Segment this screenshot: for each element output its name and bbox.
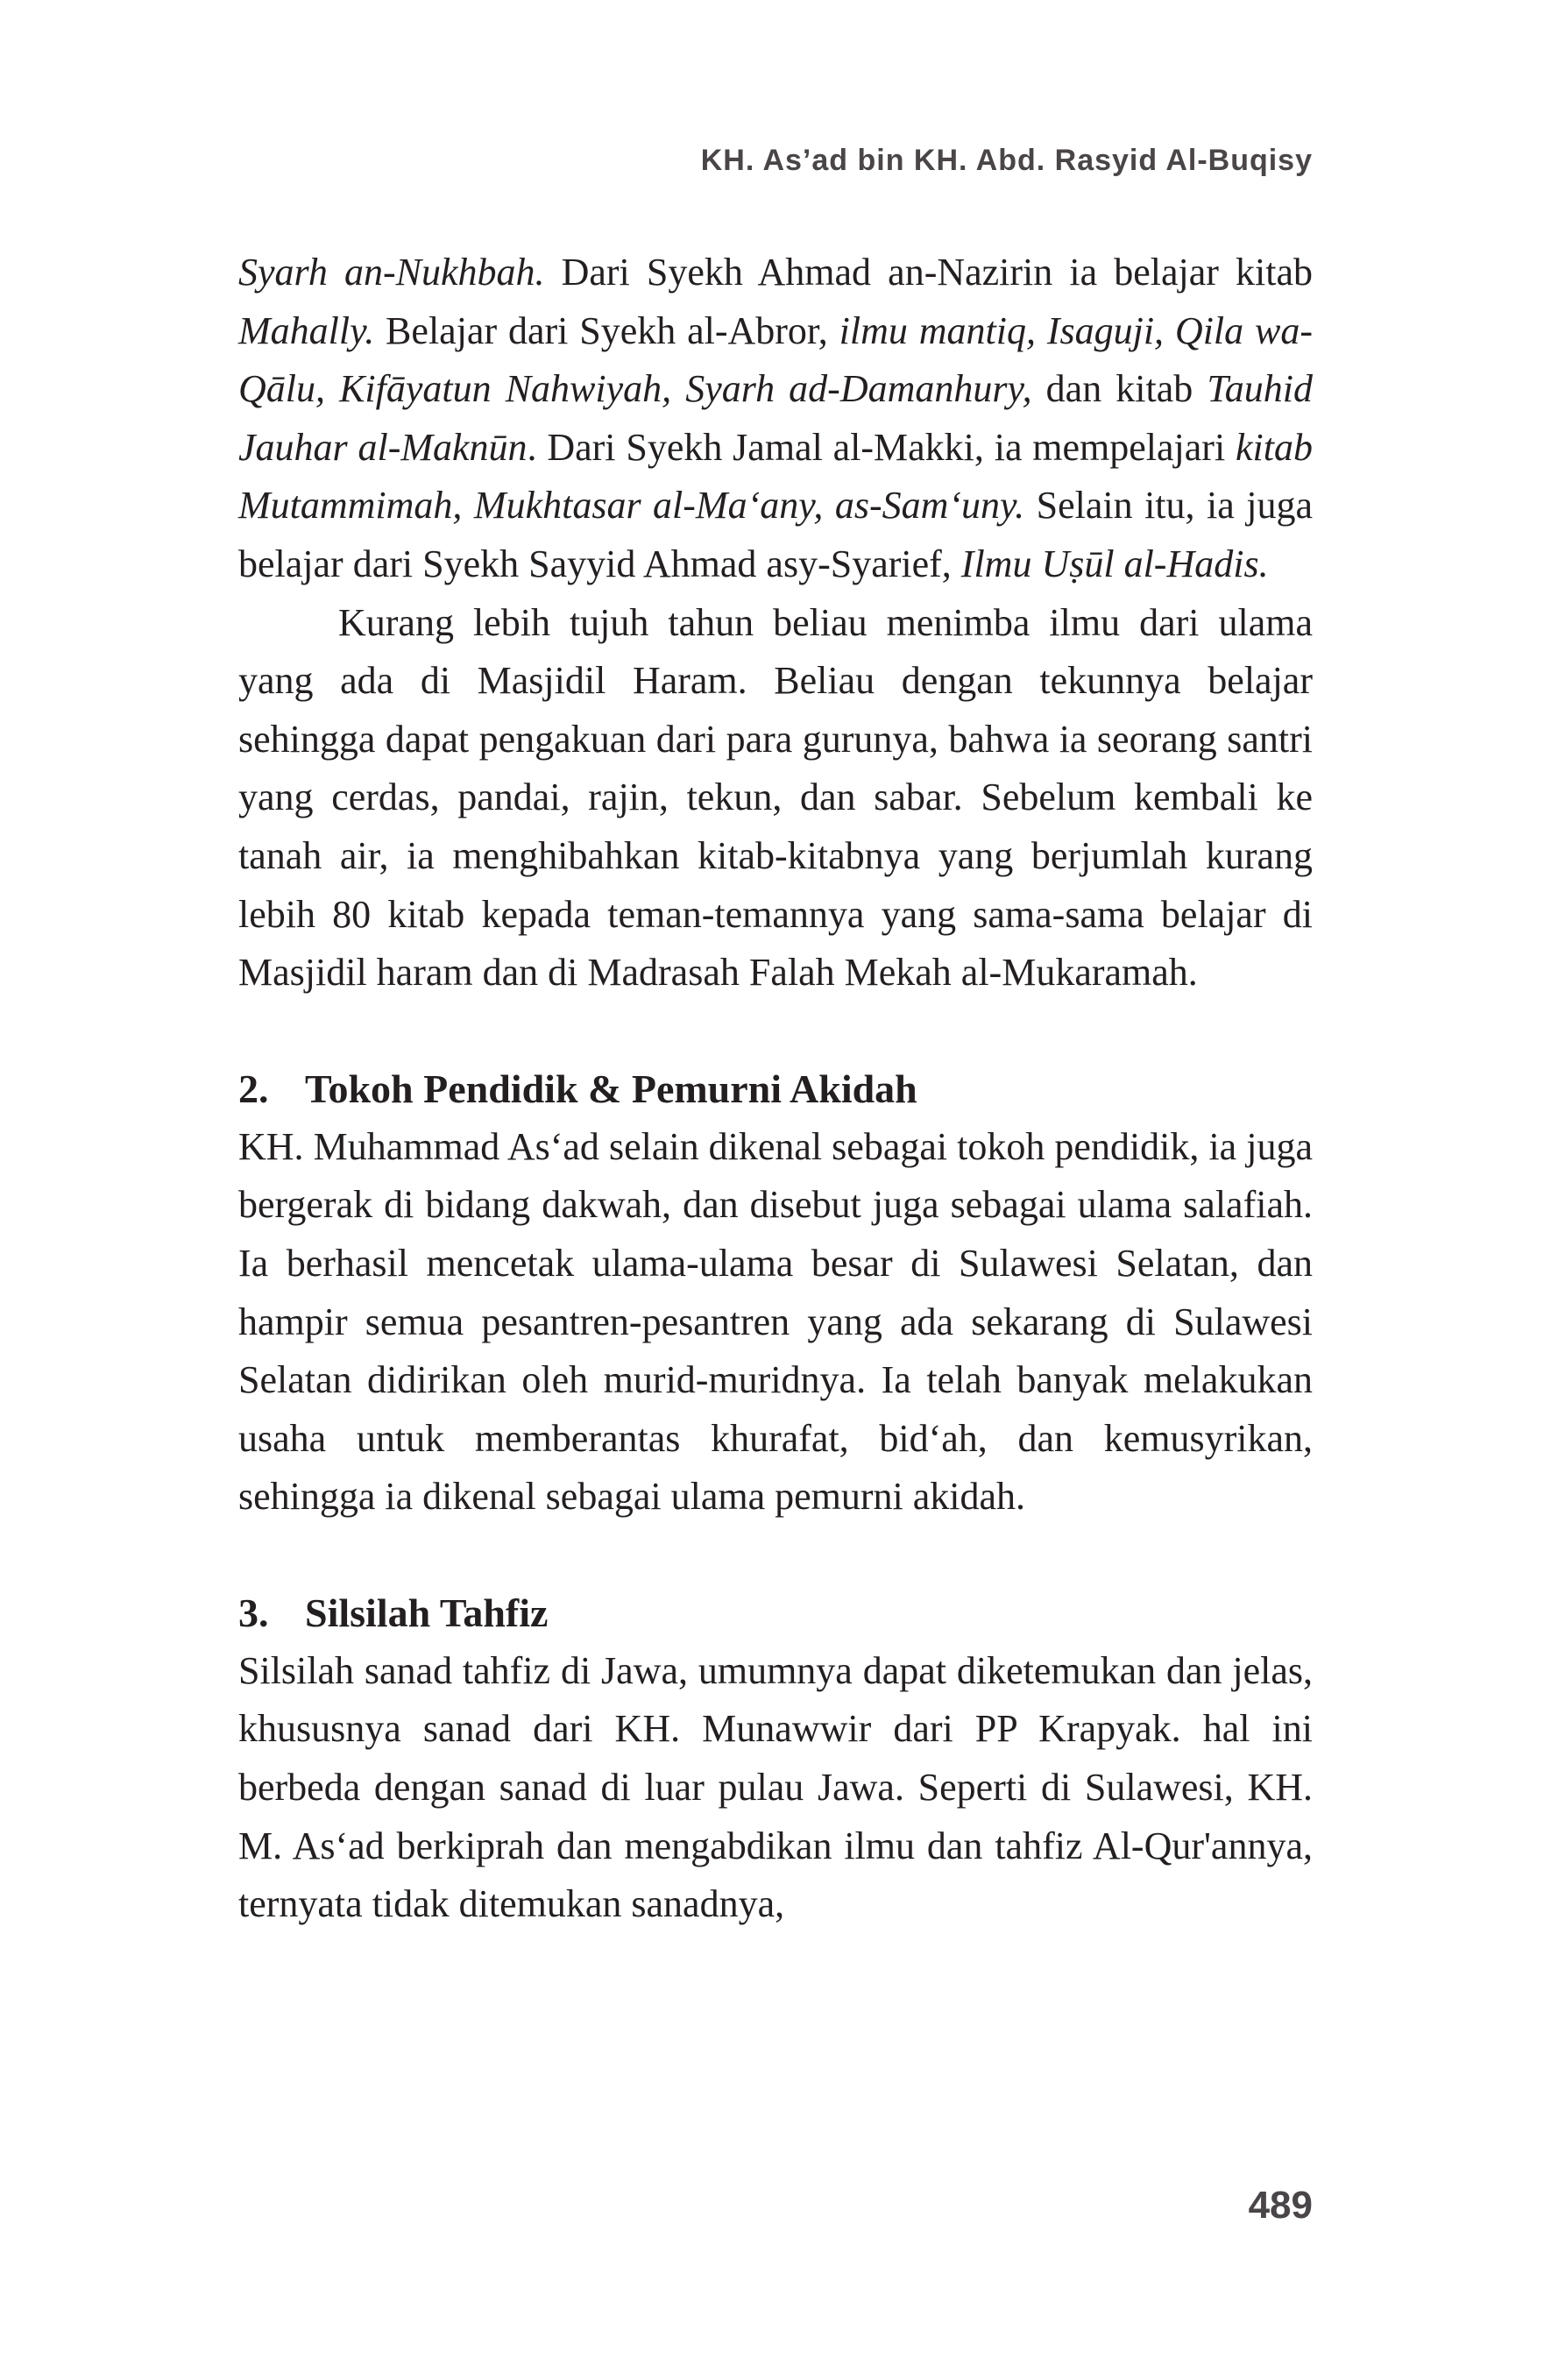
italic-term: kitab Mutammimah, Mukhtasar al-Ma‘any, as-Sam‘uny. xyxy=(238,425,1313,528)
text-run: Dari Syekh Ahmad an-Nazirin ia belajar kitab xyxy=(544,251,1313,294)
section-title: Tokoh Pendidik & Pemurni Akidah xyxy=(305,1066,917,1111)
text-run: Selain itu, ia juga belajar dari Syekh Sayyid Ahmad asy-Syarief, xyxy=(238,484,1313,585)
running-header: KH. As’ad bin KH. Abd. Rasyid Al-Buqisy xyxy=(700,144,1313,177)
section-heading-3 xyxy=(238,1584,1313,1642)
section-number: 2. xyxy=(238,1066,269,1111)
paragraph-study-period: Kurang lebih tujuh tahun beliau menimba ilmu dari ulama yang ada di Masjidil Haram. Beliau dengan tekunnya belajar sehingga dapat pengakuan dari para gurunya, bahwa ia seorang santri yang cerdas, pandai, rajin, tekun, dan sabar. Sebelum kembali ke tanah air, ia menghibahkan kitab-kitabnya yang berjumlah kurang lebih 80 kitab kepada teman-temannya yang sama-sama belajar di Masjidil haram dan di Madrasah Falah Mekah al-Mukaramah. xyxy=(238,600,1313,995)
italic-term: Syarh an-Nukhbah. xyxy=(238,251,545,294)
italic-term: Ilmu Uṣūl al-Hadis. xyxy=(960,542,1269,585)
text-run: dan kitab xyxy=(1031,367,1208,411)
section-heading-2 xyxy=(238,1060,1313,1118)
page-number: 489 xyxy=(1248,2184,1313,2227)
italic-term: ilmu mantiq, Isaguji, Qila wa-Qālu, Kifāyatun Nahwiyah, Syarh ad-Damanhury, xyxy=(238,308,1314,411)
italic-term: Tauhid Jauhar al-Maknūn xyxy=(238,367,1313,469)
paragraph-section-2: KH. Muhammad As‘ad selain dikenal sebagai tokoh pendidik, ia juga bergerak di bidang dakwah, dan disebut juga sebagai ulama salafiah. Ia berhasil mencetak ulama-ulama besar di Sulawesi Selatan, dan hampir semua pesantren-pesantren yang ada sekarang di Sulawesi Selatan didirikan oleh murid-muridnya. Ia telah banyak melakukan usaha untuk memberantas khurafat, bid‘ah, dan kemusyrikan, sehingga ia dikenal sebagai ulama pemurni akidah. xyxy=(238,1124,1313,1519)
text-run: Belajar dari Syekh al-Abror, xyxy=(374,308,839,352)
italic-term: Mahally. xyxy=(238,308,375,352)
page-body xyxy=(238,244,1313,1934)
text-run: . Dari Syekh Jamal al-Makki, ia mempelajari xyxy=(527,425,1236,469)
section-title: Silsilah Tahfiz xyxy=(305,1590,549,1635)
section-number: 3. xyxy=(238,1590,269,1635)
paragraph-section-3: Silsilah sanad tahfiz di Jawa, umumnya dapat diketemukan dan jelas, khususnya sanad dari KH. Munawwir dari PP Krapyak. hal ini berbeda dengan sanad di luar pulau Jawa. Seperti di Sulawesi, KH. M. As‘ad berkiprah dan mengabdikan ilmu dan tahfiz Al-Qur'annya, ternyata tidak ditemukan sanadnya, xyxy=(238,1648,1313,1926)
paragraph-teachers xyxy=(238,244,1313,594)
